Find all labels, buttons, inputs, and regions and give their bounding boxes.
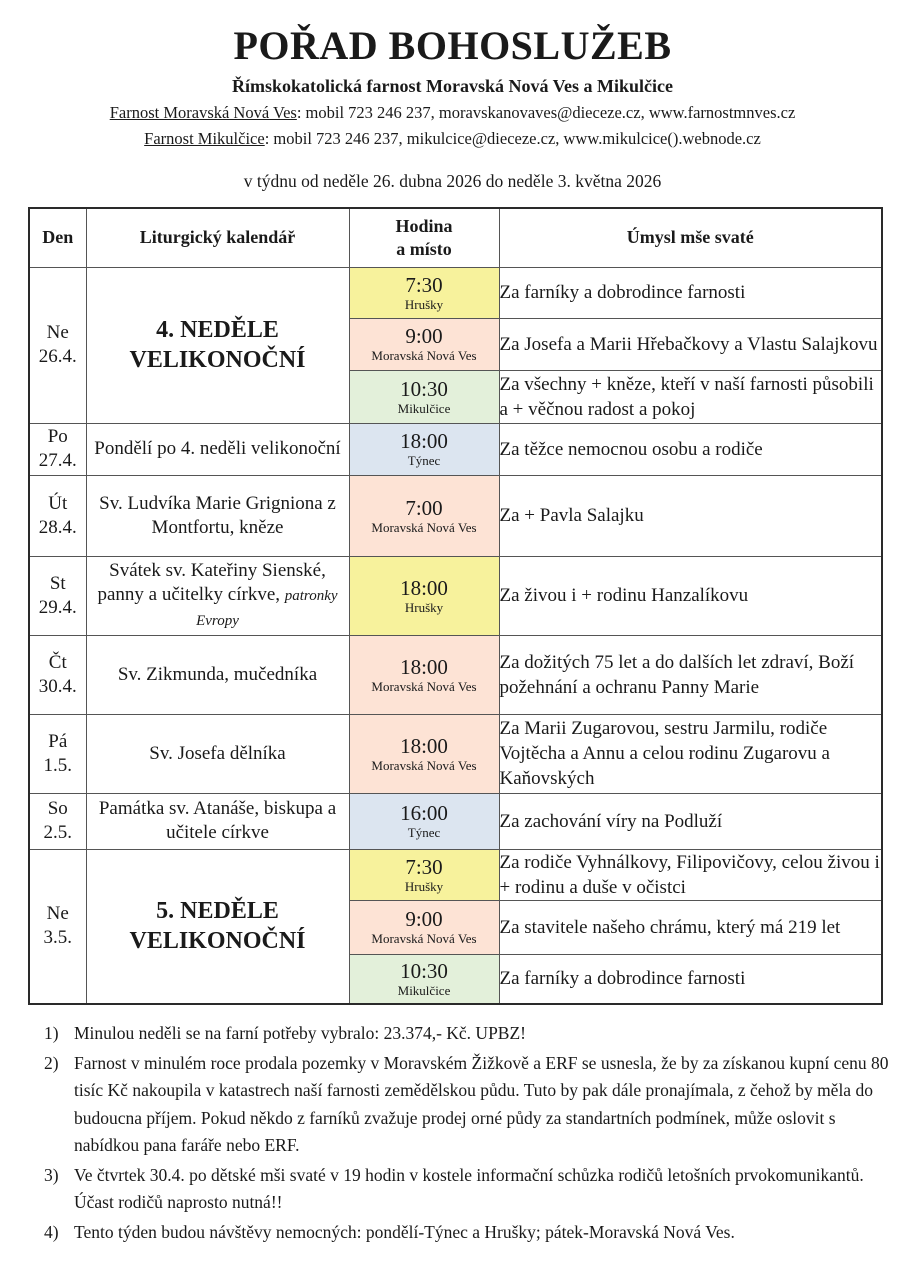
day-cell (29, 635, 86, 714)
mass-intention: Za stavitele našeho chrámu, který má 219 let (499, 900, 882, 954)
mass-place: Moravská Nová Ves (371, 348, 477, 363)
parish-subtitle: Římskokatolická farnost Moravská Nová Ves a Mikulčice (232, 76, 673, 96)
mass-time: 9:00 (405, 324, 443, 348)
header-time-line2: a místo (396, 238, 452, 259)
liturgy-cell (86, 849, 349, 1004)
day-date: 28.4. (38, 516, 77, 538)
mass-intention: Za Josefa a Marii Hřebačkovy a Vlastu Salajkovu (499, 318, 882, 370)
day-name: So (47, 798, 68, 819)
mass-intention: Za dožitých 75 let a do dalších let zdraví, Boží požehnání a ochranu Panny Marie (499, 635, 882, 714)
mass-time-place-cell (349, 900, 499, 954)
mass-time-place-cell (349, 714, 499, 793)
mass-place: Týnec (407, 825, 441, 840)
mass-time-place-cell (349, 556, 499, 635)
mass-time-place-cell (349, 267, 499, 318)
mass-time-place-cell (349, 423, 499, 475)
liturgy-note: patronky Evropy (196, 587, 338, 629)
schedule-row (29, 849, 882, 900)
header-time-line1: Hodina (395, 215, 453, 236)
header-time-place (349, 208, 499, 267)
mass-time: 7:30 (405, 272, 443, 297)
mass-intention: Za těžce nemocnou osobu a rodiče (499, 423, 882, 475)
mass-intention: Za zachování víry na Podluží (499, 793, 882, 849)
mass-time: 18:00 (400, 575, 448, 600)
mass-time: 7:00 (405, 495, 443, 520)
day-cell (29, 475, 86, 556)
day-name: Pá (48, 730, 68, 752)
day-date: 29.4. (38, 596, 77, 618)
liturgy-text: Sv. Josefa dělníka (149, 742, 286, 764)
header-liturgy: Liturgický kalendář (86, 208, 349, 267)
announcement-number: 1) (44, 1023, 59, 1043)
mass-place: Moravská Nová Ves (371, 678, 477, 694)
liturgy-cell (86, 475, 349, 556)
table-header-row (29, 208, 882, 267)
liturgy-cell (86, 793, 349, 849)
liturgy-text: Pondělí po 4. neděli velikonoční (94, 438, 341, 459)
day-date: 27.4. (38, 450, 77, 471)
liturgy-cell (86, 267, 349, 423)
mass-time-place-cell (349, 635, 499, 714)
mass-time: 18:00 (400, 733, 448, 758)
day-cell (29, 556, 86, 635)
announcement-item (44, 1162, 889, 1217)
liturgy-text: Sv. Zikmunda, mučedníka (117, 663, 318, 685)
contact-line-mnv (0, 102, 905, 124)
liturgy-title-line2: VELIKONOČNÍ (129, 347, 306, 373)
parish-name-mnv: Farnost Moravská Nová Ves (109, 103, 297, 122)
mass-place: Týnec (407, 453, 441, 468)
liturgy-title-line1: 4. NEDĚLE (156, 317, 279, 343)
mass-place: Hrušky (404, 599, 444, 615)
mass-intention: Za rodiče Vyhnálkovy, Filipovičovy, celou živou i + rodinu a duše v očistci (499, 849, 882, 900)
liturgy-text: Svátek sv. Kateřiny Sienské, panny a učitelky církve, (97, 559, 326, 605)
day-name: Ne (46, 903, 69, 925)
mass-intention: Za Marii Zugarovou, sestru Jarmilu, rodiče Vojtěcha a Annu a celou rodinu Zugarovu a Kaňovských (499, 714, 882, 793)
mass-intention: Za farníky a dobrodince farnosti (499, 954, 882, 1004)
day-date: 30.4. (38, 675, 77, 697)
liturgy-text: Sv. Ludvíka Marie Grigniona z Montfortu, kněze (99, 492, 336, 538)
announcement-number: 2) (44, 1052, 59, 1073)
contact-line-mikulcice (0, 128, 905, 150)
mass-time-place-cell (349, 793, 499, 849)
day-date: 26.4. (38, 346, 77, 367)
day-cell (29, 793, 86, 849)
contact-details-mikulcice: : mobil 723 246 237, mikulcice@dieceze.cz, www.mikulcice().webnode.cz (264, 129, 761, 148)
schedule-row (29, 793, 882, 849)
liturgy-cell (86, 635, 349, 714)
page-title: POŘAD BOHOSLUŽEB (233, 23, 672, 68)
mass-time: 10:30 (400, 958, 448, 983)
day-name: Út (48, 492, 68, 514)
schedule-row (29, 423, 882, 475)
mass-time: 10:30 (400, 376, 448, 401)
schedule-row (29, 475, 882, 556)
schedule-row (29, 267, 882, 318)
mass-time-place-cell (349, 954, 499, 1004)
mass-place: Moravská Nová Ves (371, 519, 477, 535)
schedule-row (29, 556, 882, 635)
mass-time: 16:00 (400, 801, 448, 825)
schedule-table (28, 207, 883, 1005)
announcement-number: 3) (44, 1164, 59, 1185)
day-date: 1.5. (43, 754, 72, 776)
liturgy-cell (86, 423, 349, 475)
mass-place: Moravská Nová Ves (371, 931, 477, 946)
announcement-text: Minulou neděli se na farní potřeby vybralo: 23.374,- Kč. UPBZ! (74, 1023, 526, 1043)
mass-intention: Za + Pavla Salajku (499, 475, 882, 556)
mass-intention: Za všechny + kněze, kteří v naší farnosti působili a + věčnou radost a pokoj (499, 370, 882, 423)
day-date: 3.5. (43, 927, 72, 949)
day-name: Čt (48, 651, 67, 673)
day-cell (29, 849, 86, 1004)
mass-intention: Za farníky a dobrodince farnosti (499, 267, 882, 318)
announcements-list (44, 1020, 889, 1248)
day-name: St (49, 572, 66, 594)
liturgy-title-line1: 5. NEDĚLE (156, 898, 279, 925)
announcement-text: Farnost v minulém roce prodala pozemky v Moravském Žižkově a ERF se usnesla, že by za získanou kupní cenu 80 tisíc Kč nakoupila v katastrech naší farnosti zemědělskou půdu. Tuto by pak dále pronajímala, z čehož by měla do budoucna příjem. Pokud někdo z farníků zvažuje prodej orné půdy za standartních podmínek, může oslovit s nabídkou pana faráře nebo ERF. (74, 1052, 889, 1155)
contact-details-mnv: : mobil 723 246 237, moravskanovaves@dieceze.cz, www.farnostmnves.cz (296, 103, 796, 122)
header-intention: Úmysl mše svaté (499, 208, 882, 267)
parish-name-mikulcice: Farnost Mikulčice (144, 129, 265, 148)
day-cell (29, 267, 86, 423)
liturgy-title-line2: VELIKONOČNÍ (129, 928, 306, 955)
mass-intention: Za živou i + rodinu Hanzalíkovu (499, 556, 882, 635)
mass-time-place-cell (349, 475, 499, 556)
liturgy-cell (86, 714, 349, 793)
liturgy-text: Památka sv. Atanáše, biskupa a učitele církve (98, 798, 337, 843)
mass-time: 7:30 (405, 854, 443, 879)
day-cell (29, 423, 86, 475)
mass-time: 18:00 (400, 654, 448, 679)
day-date: 2.5. (43, 822, 72, 843)
mass-place: Mikulčice (397, 400, 451, 416)
mass-time: 18:00 (400, 429, 448, 453)
week-range: v týdnu od neděle 26. dubna 2026 do neděle 3. května 2026 (243, 171, 662, 191)
schedule-row (29, 714, 882, 793)
mass-place: Hrušky (404, 296, 444, 312)
announcement-text: Ve čtvrtek 30.4. po dětské mši svaté v 19 hodin v kostele informační schůzka rodičů letošních prvokomunikantů. Účast rodičů naprosto nutná!! (74, 1164, 864, 1212)
announcement-text: Tento týden budou návštěvy nemocných: pondělí-Týnec a Hrušky; pátek-Moravská Nová Ves. (74, 1221, 735, 1242)
schedule-row (29, 635, 882, 714)
announcement-item (44, 1020, 889, 1048)
mass-time-place-cell (349, 849, 499, 900)
day-name: Po (47, 426, 68, 447)
mass-place: Hrušky (404, 878, 444, 894)
day-name: Ne (46, 322, 69, 343)
mass-time: 9:00 (405, 907, 443, 931)
announcement-number: 4) (44, 1221, 59, 1242)
day-cell (29, 714, 86, 793)
mass-place: Mikulčice (397, 982, 451, 998)
mass-place: Moravská Nová Ves (371, 757, 477, 773)
announcement-item (44, 1050, 889, 1160)
header-den: Den (29, 208, 86, 267)
announcement-item (44, 1219, 889, 1247)
liturgy-cell (86, 556, 349, 635)
mass-time-place-cell (349, 318, 499, 370)
mass-time-place-cell (349, 370, 499, 423)
